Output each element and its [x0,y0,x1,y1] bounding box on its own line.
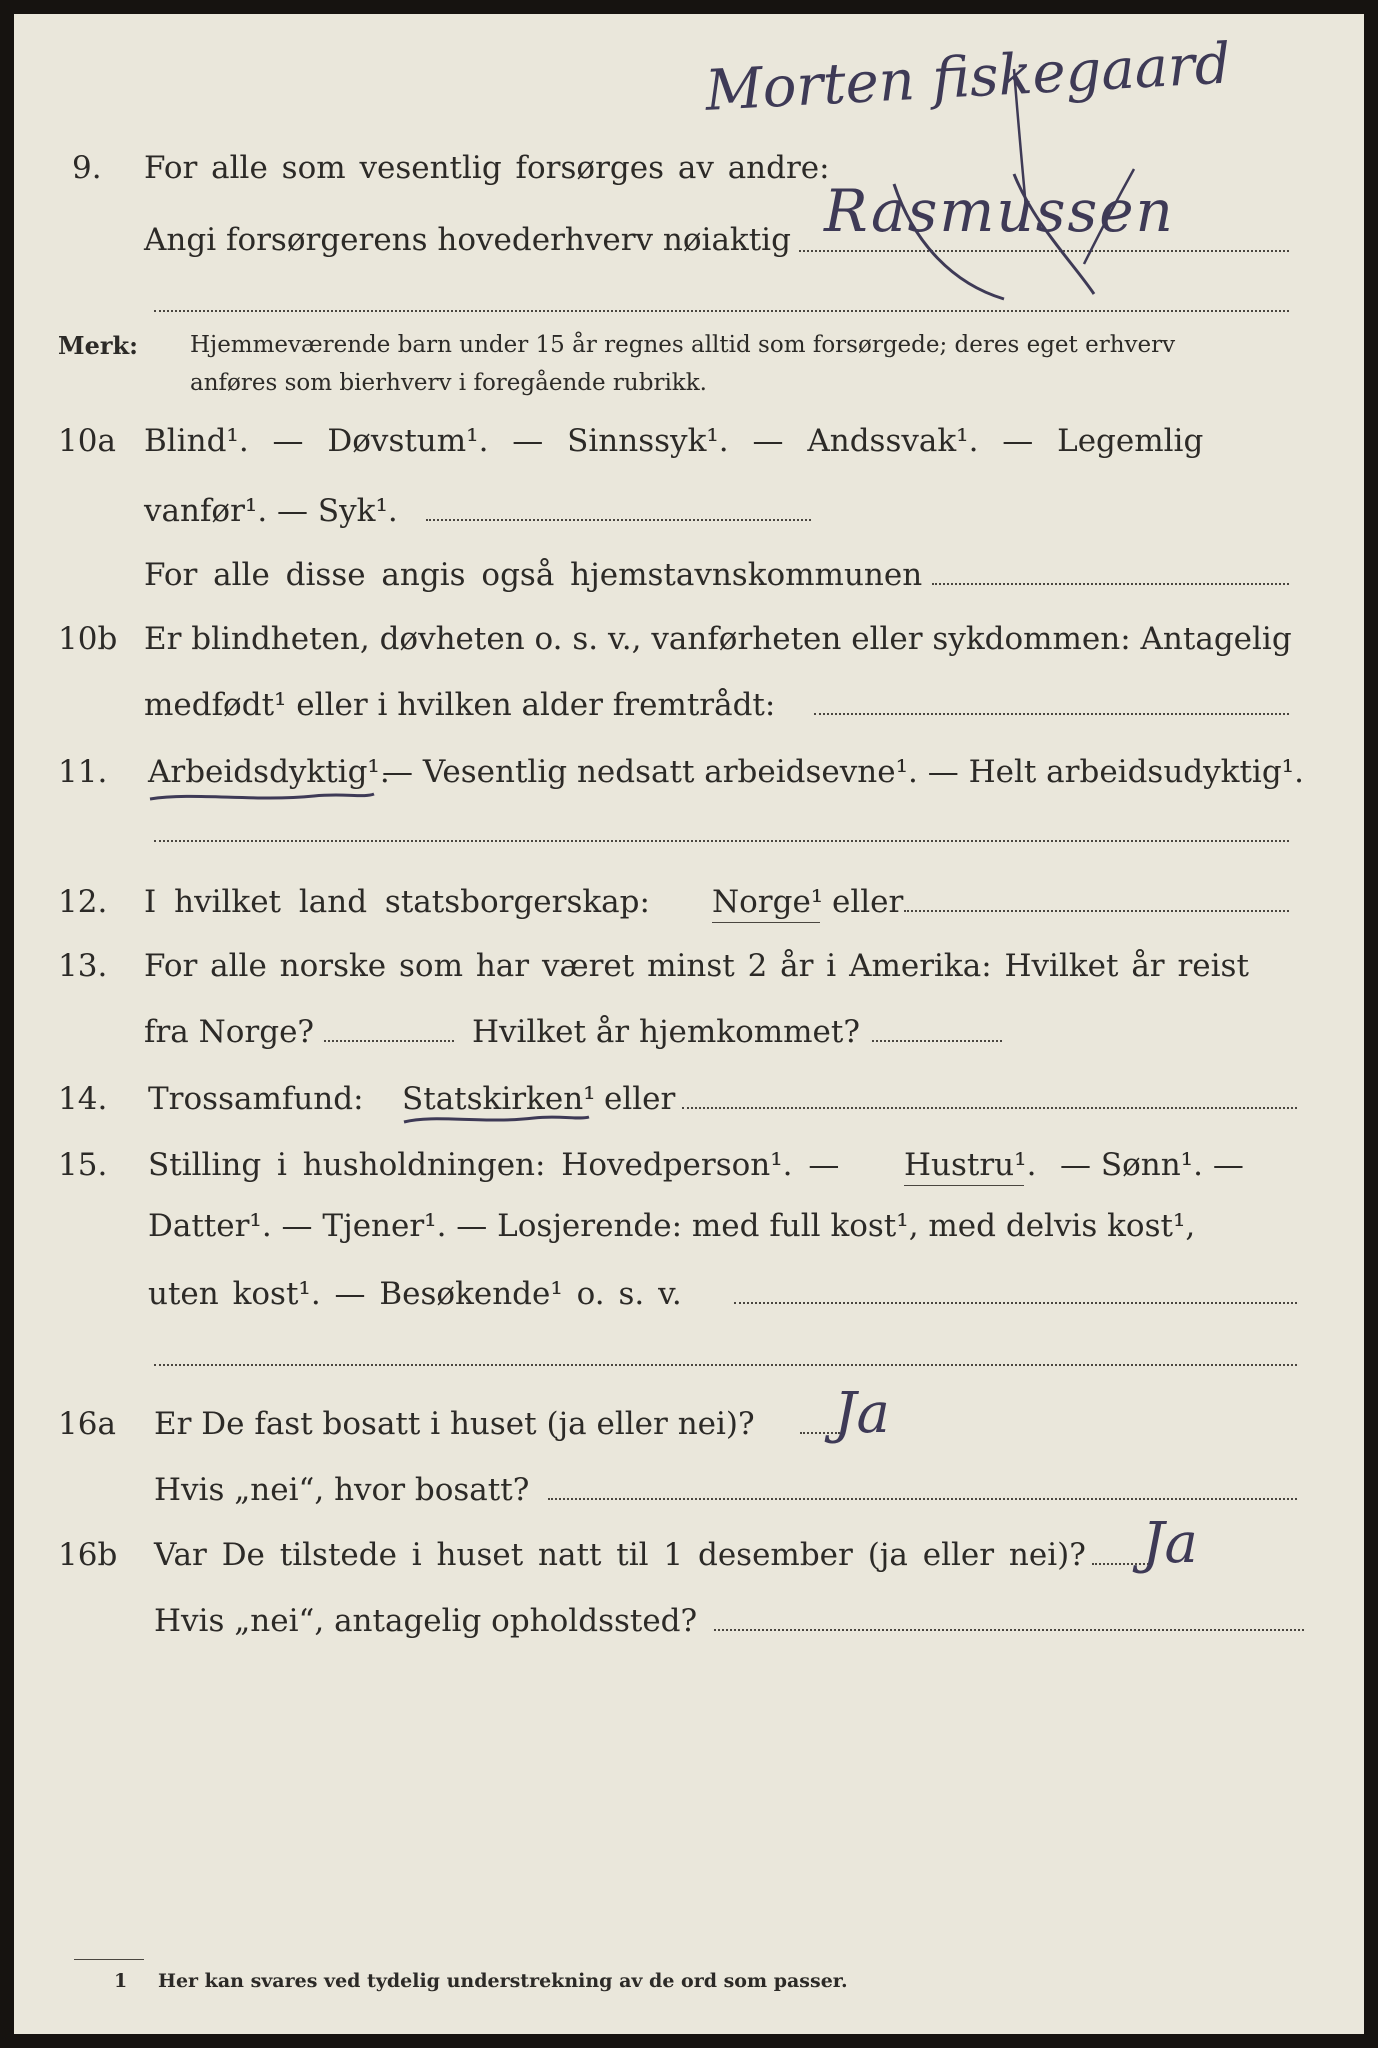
q16a-line2: Hvis „nei“, hvor bosatt? [154,1472,530,1508]
q11-second-line [154,840,1289,842]
q12-prefix: I hvilket land statsborgerskap: [144,884,650,920]
q16b-number: 16b [58,1537,118,1573]
q12-number: 12. [58,884,108,920]
q16b-line1: Var De tilstede i huset natt til 1 desember (ja eller nei)? [154,1537,1086,1573]
q15-second-line [154,1364,1297,1366]
q10a-line3-dots [932,583,1289,585]
merk-line2: anføres som bierhverv i foregående rubrikk. [190,370,707,396]
q9-second-line [154,310,1289,312]
q12-suffix: eller [832,884,904,920]
q16b-line2: Hvis „nei“, antagelig opholdssted? [154,1603,698,1639]
q10a-number: 10a [58,423,116,459]
q15-line1a: Stilling i husholdningen: Hovedperson¹. — [148,1147,840,1183]
q9-line1: For alle som vesentlig forsørges av andre: [144,150,830,186]
q15-option-hustru: Hustru¹. [904,1147,1037,1183]
q16b-handwritten-answer: Ja [1142,1511,1198,1576]
q13-line2a: fra Norge? [144,1014,315,1050]
q16a-line2-dots [548,1498,1297,1500]
q9-number: 9. [72,150,102,186]
q12-dots [904,910,1289,912]
q11-rest: — Vesentlig nedsatt arbeidsevne¹. — Helt arbeidsudyktig¹. [382,754,1304,790]
q12-norge-underline [712,922,820,923]
q10a-line3: For alle disse angis også hjemstavnskommunen [144,557,923,593]
q13-year-left-dots [324,1040,454,1042]
q14-option-statskirken: Statskirken¹ [402,1081,596,1117]
q10b-line2: medfødt¹ eller i hvilken alder fremtrådt: [144,687,776,723]
q13-year-returned-dots [872,1040,1002,1042]
footnote-rule [74,1959,144,1960]
footnote-text: Her kan svares ved tydelig understrekning av de ord som passer. [158,1970,848,1992]
census-form-page [14,14,1364,2034]
q14-prefix: Trossamfund: [148,1081,364,1117]
q10a-line2-dots [426,519,811,521]
q10a-line1: Blind¹. — Døvstum¹. — Sinnssyk¹. — Andssvak¹. — Legemlig [144,423,1204,459]
q16a-line1: Er De fast bosatt i huset (ja eller nei)? [154,1406,755,1442]
merk-label: Merk: [58,331,138,360]
q10a-line2: vanfør¹. — Syk¹. [144,493,398,529]
q9-handwritten-answer: Rasmussen [824,177,1175,245]
handwritten-top-note: Morten fiskegaard [703,31,1233,124]
q9-line2: Angi forsørgerens hovederhverv nøiaktig [144,222,791,258]
q15-line2: Datter¹. — Tjener¹. — Losjerende: med full kost¹, med delvis kost¹, [148,1208,1196,1244]
merk-line1: Hjemmeværende barn under 15 år regnes alltid som forsørgede; deres eget erhverv [190,332,1176,358]
q15-line3: uten kost¹. — Besøkende¹ o. s. v. [148,1276,682,1312]
q10b-line2-dots [814,713,1289,715]
q9-answer-dots [799,250,1289,252]
q13-number: 13. [58,948,108,984]
q13-line1: For alle norske som har været minst 2 år i Amerika: Hvilket år reist [144,948,1249,984]
q12-option-norge: Norge¹ [712,884,824,920]
q14-underline-mark [14,14,15,15]
q10b-number: 10b [58,621,118,657]
q10b-line1: Er blindheten, døvheten o. s. v., vanførheten eller sykdommen: Antagelig [144,621,1292,657]
q15-number: 15. [58,1147,108,1183]
q13-line2b: Hvilket år hjemkommet? [472,1014,860,1050]
q14-suffix: eller [604,1081,676,1117]
q11-number: 11. [58,754,108,790]
q14-dots [682,1107,1297,1109]
q14-number: 14. [58,1081,108,1117]
q15-hustru-underline [904,1185,1024,1186]
q11-option-arbeidsdyktig: Arbeidsdyktig¹. [148,754,390,790]
q16a-handwritten-answer: Ja [834,1381,890,1446]
q16b-line2-dots [714,1629,1304,1631]
q15-line1c: — Sønn¹. — [1060,1147,1244,1183]
q16a-number: 16a [58,1406,116,1442]
footnote-mark: 1 [114,1970,128,1992]
q15-dots [734,1302,1297,1304]
